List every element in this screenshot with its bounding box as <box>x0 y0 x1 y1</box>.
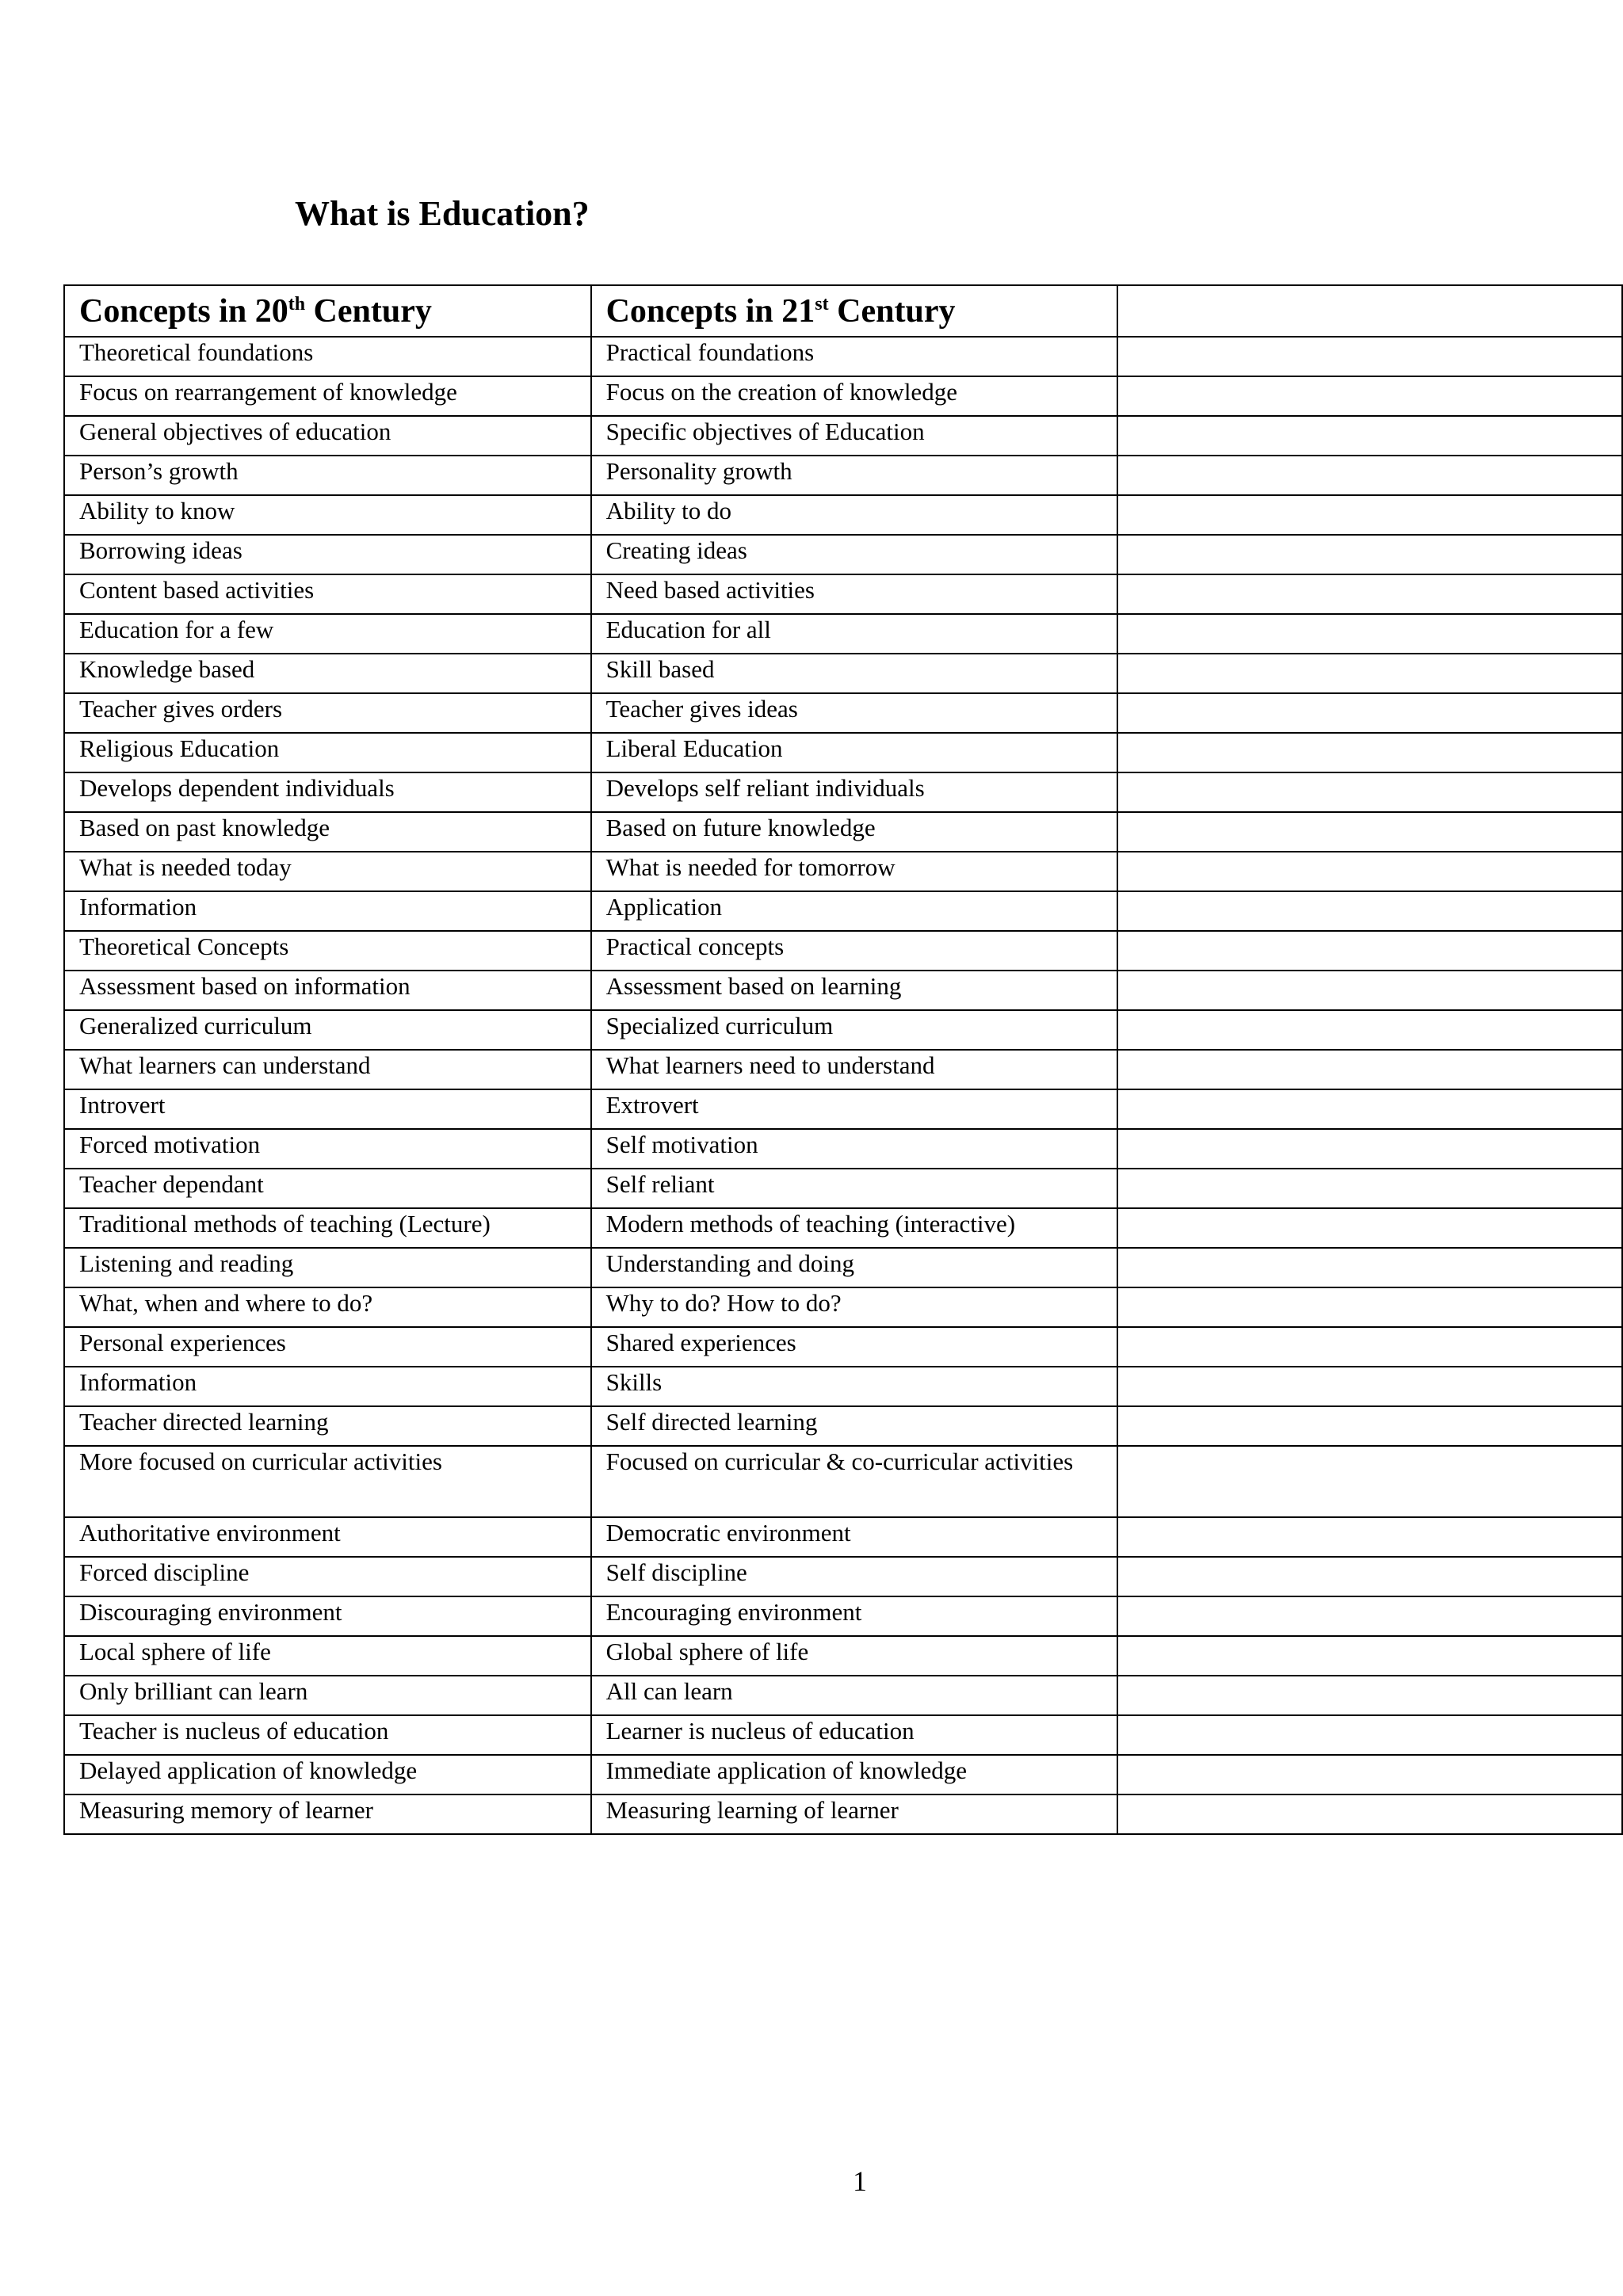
header-20th-century <box>64 285 591 337</box>
cell-20th-century: Teacher directed learning <box>64 1406 591 1446</box>
table-row <box>64 733 1622 772</box>
cell-21st-century: Self directed learning <box>591 1406 1118 1446</box>
cell-20th-century: Education for a few <box>64 614 591 654</box>
table-row <box>64 772 1622 812</box>
cell-empty <box>1117 654 1622 693</box>
cell-empty <box>1117 1010 1622 1050</box>
cell-21st-century: Skill based <box>591 654 1118 693</box>
cell-21st-century: Skills <box>591 1367 1118 1406</box>
cell-empty <box>1117 852 1622 891</box>
cell-empty <box>1117 891 1622 931</box>
cell-20th-century: Person’s growth <box>64 456 591 495</box>
cell-20th-century: Theoretical foundations <box>64 337 591 376</box>
cell-empty <box>1117 337 1622 376</box>
cell-empty <box>1117 1446 1622 1517</box>
cell-20th-century: Religious Education <box>64 733 591 772</box>
cell-21st-century: Practical concepts <box>591 931 1118 971</box>
cell-empty <box>1117 1367 1622 1406</box>
cell-20th-century: What, when and where to do? <box>64 1287 591 1327</box>
cell-21st-century: Learner is nucleus of education <box>591 1715 1118 1755</box>
cell-empty <box>1117 456 1622 495</box>
table-row <box>64 1010 1622 1050</box>
table-row <box>64 1248 1622 1287</box>
cell-21st-century: What is needed for tomorrow <box>591 852 1118 891</box>
cell-21st-century: Self reliant <box>591 1169 1118 1208</box>
cell-empty <box>1117 1636 1622 1676</box>
cell-20th-century: Content based activities <box>64 574 591 614</box>
cell-20th-century: Teacher gives orders <box>64 693 591 733</box>
cell-21st-century: Ability to do <box>591 495 1118 535</box>
cell-empty <box>1117 1169 1622 1208</box>
cell-empty <box>1117 1557 1622 1596</box>
cell-20th-century: Measuring memory of learner <box>64 1794 591 1834</box>
cell-21st-century: Focus on the creation of knowledge <box>591 376 1118 416</box>
cell-20th-century: Traditional methods of teaching (Lecture) <box>64 1208 591 1248</box>
table-row <box>64 812 1622 852</box>
table-row <box>64 1517 1622 1557</box>
cell-21st-century: Liberal Education <box>591 733 1118 772</box>
table-row <box>64 1676 1622 1715</box>
cell-empty <box>1117 1676 1622 1715</box>
cell-21st-century: Self discipline <box>591 1557 1118 1596</box>
cell-20th-century: What learners can understand <box>64 1050 591 1089</box>
cell-empty <box>1117 535 1622 574</box>
cell-21st-century: Democratic environment <box>591 1517 1118 1557</box>
cell-21st-century: Personality growth <box>591 456 1118 495</box>
table-row <box>64 1557 1622 1596</box>
table-row <box>64 654 1622 693</box>
table-row <box>64 971 1622 1010</box>
table-row <box>64 1089 1622 1129</box>
table-row <box>64 1129 1622 1169</box>
cell-21st-century: Need based activities <box>591 574 1118 614</box>
cell-empty <box>1117 1129 1622 1169</box>
cell-21st-century: Based on future knowledge <box>591 812 1118 852</box>
cell-empty <box>1117 693 1622 733</box>
table-row <box>64 852 1622 891</box>
cell-21st-century: All can learn <box>591 1676 1118 1715</box>
cell-21st-century: Focused on curricular & co-curricular activities <box>591 1446 1118 1517</box>
cell-20th-century: Ability to know <box>64 495 591 535</box>
cell-empty <box>1117 1248 1622 1287</box>
cell-20th-century: Only brilliant can learn <box>64 1676 591 1715</box>
cell-21st-century: Measuring learning of learner <box>591 1794 1118 1834</box>
cell-21st-century: Shared experiences <box>591 1327 1118 1367</box>
cell-21st-century: Teacher gives ideas <box>591 693 1118 733</box>
table-row <box>64 693 1622 733</box>
cell-21st-century: Specific objectives of Education <box>591 416 1118 456</box>
cell-empty <box>1117 733 1622 772</box>
table-row <box>64 495 1622 535</box>
table-row <box>64 1755 1622 1794</box>
table-row <box>64 535 1622 574</box>
cell-21st-century: Why to do? How to do? <box>591 1287 1118 1327</box>
cell-21st-century: Self motivation <box>591 1129 1118 1169</box>
table-row <box>64 931 1622 971</box>
cell-21st-century: Assessment based on learning <box>591 971 1118 1010</box>
header-21st-sup: st <box>815 294 829 315</box>
cell-20th-century: What is needed today <box>64 852 591 891</box>
table-row <box>64 416 1622 456</box>
header-21st-century <box>591 285 1118 337</box>
cell-20th-century: Knowledge based <box>64 654 591 693</box>
table-body <box>64 337 1622 1834</box>
cell-empty <box>1117 1089 1622 1129</box>
cell-20th-century: Authoritative environment <box>64 1517 591 1557</box>
cell-empty <box>1117 1596 1622 1636</box>
table-row <box>64 614 1622 654</box>
header-21st-suffix: Century <box>828 293 956 330</box>
cell-empty <box>1117 1715 1622 1755</box>
cell-20th-century: Teacher is nucleus of education <box>64 1715 591 1755</box>
cell-20th-century: Focus on rearrangement of knowledge <box>64 376 591 416</box>
cell-empty <box>1117 1517 1622 1557</box>
cell-empty <box>1117 1406 1622 1446</box>
cell-empty <box>1117 495 1622 535</box>
cell-20th-century: More focused on curricular activities <box>64 1446 591 1517</box>
table-row <box>64 1406 1622 1446</box>
table-row <box>64 1050 1622 1089</box>
cell-empty <box>1117 1050 1622 1089</box>
table-row <box>64 1208 1622 1248</box>
cell-empty <box>1117 1327 1622 1367</box>
table-row <box>64 1794 1622 1834</box>
table-row <box>64 376 1622 416</box>
table-row <box>64 1367 1622 1406</box>
cell-20th-century: Generalized curriculum <box>64 1010 591 1050</box>
header-20th-suffix: Century <box>305 293 432 330</box>
cell-20th-century: Assessment based on information <box>64 971 591 1010</box>
table-header-row <box>64 285 1622 337</box>
header-20th-prefix: Concepts in 20 <box>79 293 288 330</box>
cell-20th-century: Information <box>64 1367 591 1406</box>
table-row <box>64 574 1622 614</box>
cell-empty <box>1117 812 1622 852</box>
cell-empty <box>1117 931 1622 971</box>
table-row <box>64 456 1622 495</box>
table-row <box>64 1327 1622 1367</box>
cell-21st-century: Application <box>591 891 1118 931</box>
table-row <box>64 891 1622 931</box>
cell-21st-century: What learners need to understand <box>591 1050 1118 1089</box>
cell-20th-century: Listening and reading <box>64 1248 591 1287</box>
cell-empty <box>1117 1208 1622 1248</box>
cell-empty <box>1117 574 1622 614</box>
cell-21st-century: Modern methods of teaching (interactive) <box>591 1208 1118 1248</box>
header-20th-sup: th <box>288 294 306 315</box>
header-empty <box>1117 285 1622 337</box>
cell-20th-century: General objectives of education <box>64 416 591 456</box>
table-row <box>64 1596 1622 1636</box>
cell-20th-century: Information <box>64 891 591 931</box>
table-row <box>64 1169 1622 1208</box>
cell-21st-century: Education for all <box>591 614 1118 654</box>
cell-20th-century: Delayed application of knowledge <box>64 1755 591 1794</box>
cell-20th-century: Based on past knowledge <box>64 812 591 852</box>
cell-empty <box>1117 1794 1622 1834</box>
table-row <box>64 1715 1622 1755</box>
cell-21st-century: Practical foundations <box>591 337 1118 376</box>
cell-21st-century: Global sphere of life <box>591 1636 1118 1676</box>
cell-20th-century: Borrowing ideas <box>64 535 591 574</box>
cell-21st-century: Creating ideas <box>591 535 1118 574</box>
table-row <box>64 1446 1622 1517</box>
cell-21st-century: Encouraging environment <box>591 1596 1118 1636</box>
page-number: 1 <box>853 2165 867 2197</box>
cell-empty <box>1117 376 1622 416</box>
page-title: What is Education? <box>295 194 590 233</box>
cell-20th-century: Teacher dependant <box>64 1169 591 1208</box>
cell-20th-century: Introvert <box>64 1089 591 1129</box>
cell-empty <box>1117 971 1622 1010</box>
cell-20th-century: Discouraging environment <box>64 1596 591 1636</box>
table-row <box>64 1287 1622 1327</box>
cell-empty <box>1117 1287 1622 1327</box>
table-row <box>64 337 1622 376</box>
cell-empty <box>1117 1755 1622 1794</box>
cell-empty <box>1117 772 1622 812</box>
cell-21st-century: Extrovert <box>591 1089 1118 1129</box>
header-21st-prefix: Concepts in 21 <box>605 293 815 330</box>
cell-21st-century: Specialized curriculum <box>591 1010 1118 1050</box>
cell-20th-century: Forced motivation <box>64 1129 591 1169</box>
cell-21st-century: Immediate application of knowledge <box>591 1755 1118 1794</box>
concepts-comparison-table <box>63 284 1623 1835</box>
cell-20th-century: Develops dependent individuals <box>64 772 591 812</box>
cell-20th-century: Local sphere of life <box>64 1636 591 1676</box>
cell-21st-century: Develops self reliant individuals <box>591 772 1118 812</box>
table-row <box>64 1636 1622 1676</box>
cell-20th-century: Personal experiences <box>64 1327 591 1367</box>
cell-21st-century: Understanding and doing <box>591 1248 1118 1287</box>
cell-20th-century: Forced discipline <box>64 1557 591 1596</box>
cell-empty <box>1117 614 1622 654</box>
cell-20th-century: Theoretical Concepts <box>64 931 591 971</box>
cell-empty <box>1117 416 1622 456</box>
